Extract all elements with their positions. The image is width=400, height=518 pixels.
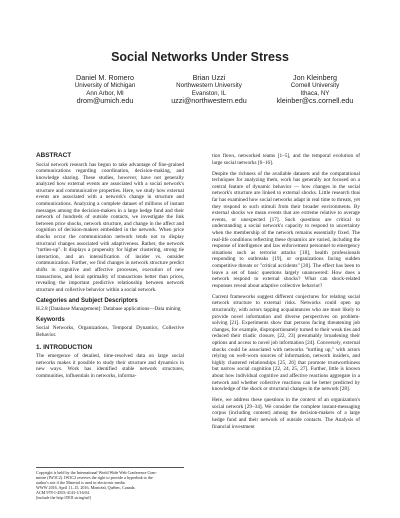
author-2 [154, 74, 264, 105]
notice-line: author's site if the Material is used in electronic media. [36, 480, 126, 485]
author-affiliation: Cornell University [290, 82, 340, 90]
left-column [36, 152, 184, 384]
notice-line: WWW 2016, April 11–15, 2016, Montréal, Québec, Canada. [36, 485, 136, 490]
introduction-text: The emergence of detailed, time-resolved data on large social networks makes it possible to study their structure and dynamics in new ways. Work has identified stable network structures, communities, influentials in networks, informa- [36, 353, 184, 379]
keywords-heading: Keywords [36, 317, 65, 324]
body-paragraph: tion flows, networked teams [1–5], and the temporal evolution of large social networks [6–16]. [212, 153, 360, 166]
categories-heading: Categories and Subject Descriptors [36, 297, 138, 304]
body-paragraph: Here, we address these questions in the context of an organization's social network [29–34]. We consider the complete instant-messaging corpus (including content) among the decision-makers of a large hedge fund and their network of outside contacts. The Analysis of financial investment [212, 397, 360, 430]
author-location: Ithaca, NY [300, 89, 330, 97]
notice-line: mittee (IW3C2). IW3C2 reserves the right to provide a hyperlink to the [36, 475, 153, 480]
author-location: Evanston, IL [191, 89, 227, 97]
author-name: Brian Uzzi [192, 73, 226, 82]
author-location: Ann Arbor, MI [86, 89, 124, 97]
author-affiliation: University of Michigan [74, 82, 136, 90]
notice-line: ACM 978-1-4503-4143-1/16/04. [36, 490, 90, 495]
introduction-heading: 1. INTRODUCTION [36, 343, 93, 351]
copyright-notice [36, 467, 184, 500]
author-3 [260, 74, 370, 105]
right-column [212, 153, 360, 435]
keywords-text: Social Networks, Organizations, Temporal Dynamics, Collective Behavior. [36, 325, 184, 338]
abstract-heading: ABSTRACT [36, 152, 72, 159]
author-1 [50, 74, 160, 105]
categories-text: H.2.8 [Database Management]: Database applications—Data mining [36, 306, 181, 313]
notice-line: [include the http://DOI string/url] [36, 495, 91, 500]
author-name: Jon Kleinberg [293, 73, 337, 82]
paper-title: Social Networks Under Stress [111, 50, 289, 64]
body-paragraph: Current frameworks suggest different conjectures for relating social network structure to external risks. Networks could open up structurally, with actors tapping acquaintances who are most likely to provide novel information and diverse perspectives on problem-solving [21]. Experiments show that persons facing threatening job changes, for example, disproportionately turned to their weak ties and reduced their triadic closure, [22, 23] presumably broadening their options and access to novel job information [24]. Conversely, external shocks could be associated with networks "turtling up," with actors relying on well-worn sources of information, network insiders, and highly clustered relationships [25, 26] that promote trustworthiness but narrow social cognition [22, 24, 25, 27]. Further, little is known about how individual cognitive and affective reactions aggregate in a network and whether collective reactions can be better predicted by knowledge of the shock or structural changes in the network [28]. [212, 293, 360, 393]
author-affiliation: Northwestern University [176, 82, 242, 90]
body-paragraph: Despite the richness of the available datasets and the computational techniques for analyzing them, work has generally not focused on a central feature of dynamic behavior — how changes in the social network's structure are linked to external shocks. Little research thus far has examined how social networks adapt in real time to threats, yet they respond to such stimuli from their broader environments. By external shocks we mean events that are extreme relative to average events, or unexpected [17]. Such questions are critical to understanding a social network's capacity to respond to uncertainty when the membership of the network remains essentially fixed. The real-life conditions reflecting these dynamics are varied, including the response of intelligence and law enforcement personnel to emergency situations such as terrorist attacks [18], health professionals responding to outbreaks [19], or organizations facing sudden competitive threats or "critical accidents" [20]. The effect has been to leave a set of basic questions largely unanswered: How does a network respond to external shocks? What can shock-related responses reveal about adaptive collective behavior? [212, 170, 360, 289]
abstract-text: Social network research has begun to take advantage of fine-grained communications regarding coordination, decision-making, and knowledge sharing. These studies, however, have not generally analyzed how external events are associated with a social network's structure and communicative properties. Here, we study how external events are associated with a network's change in structure and communications. Analyzing a complete dataset of millions of instant messages among the decision-makers in a large hedge fund and their network of hundreds of outside contacts, we investigate the link between price shocks, network structure, and change in the affect and cognition of decision-makers embedded in the network. When price shocks occur the communication network tends not to display structural changes associated with adaptiveness. Rather, the network "turtles-up". It displays a propensity for higher clustering, strong tie interaction, and an intensification of insider vs. outsider communication. Further, we find changes in network structure predict shifts in cognitive and affective processes, execution of new transactions, and local optimality of transactions better than prices, revealing the important predictive relationship between network structure and collective behavior within a social network. [36, 161, 184, 293]
notice-line: Copyright is held by the International World Wide Web Conference Com- [36, 470, 157, 475]
author-email: drom@umich.edu [76, 95, 134, 105]
author-email: uzzi@northwestern.edu [171, 95, 247, 105]
author-email: kleinber@cs.cornell.edu [276, 95, 354, 105]
author-name: Daniel M. Romero [76, 73, 134, 82]
